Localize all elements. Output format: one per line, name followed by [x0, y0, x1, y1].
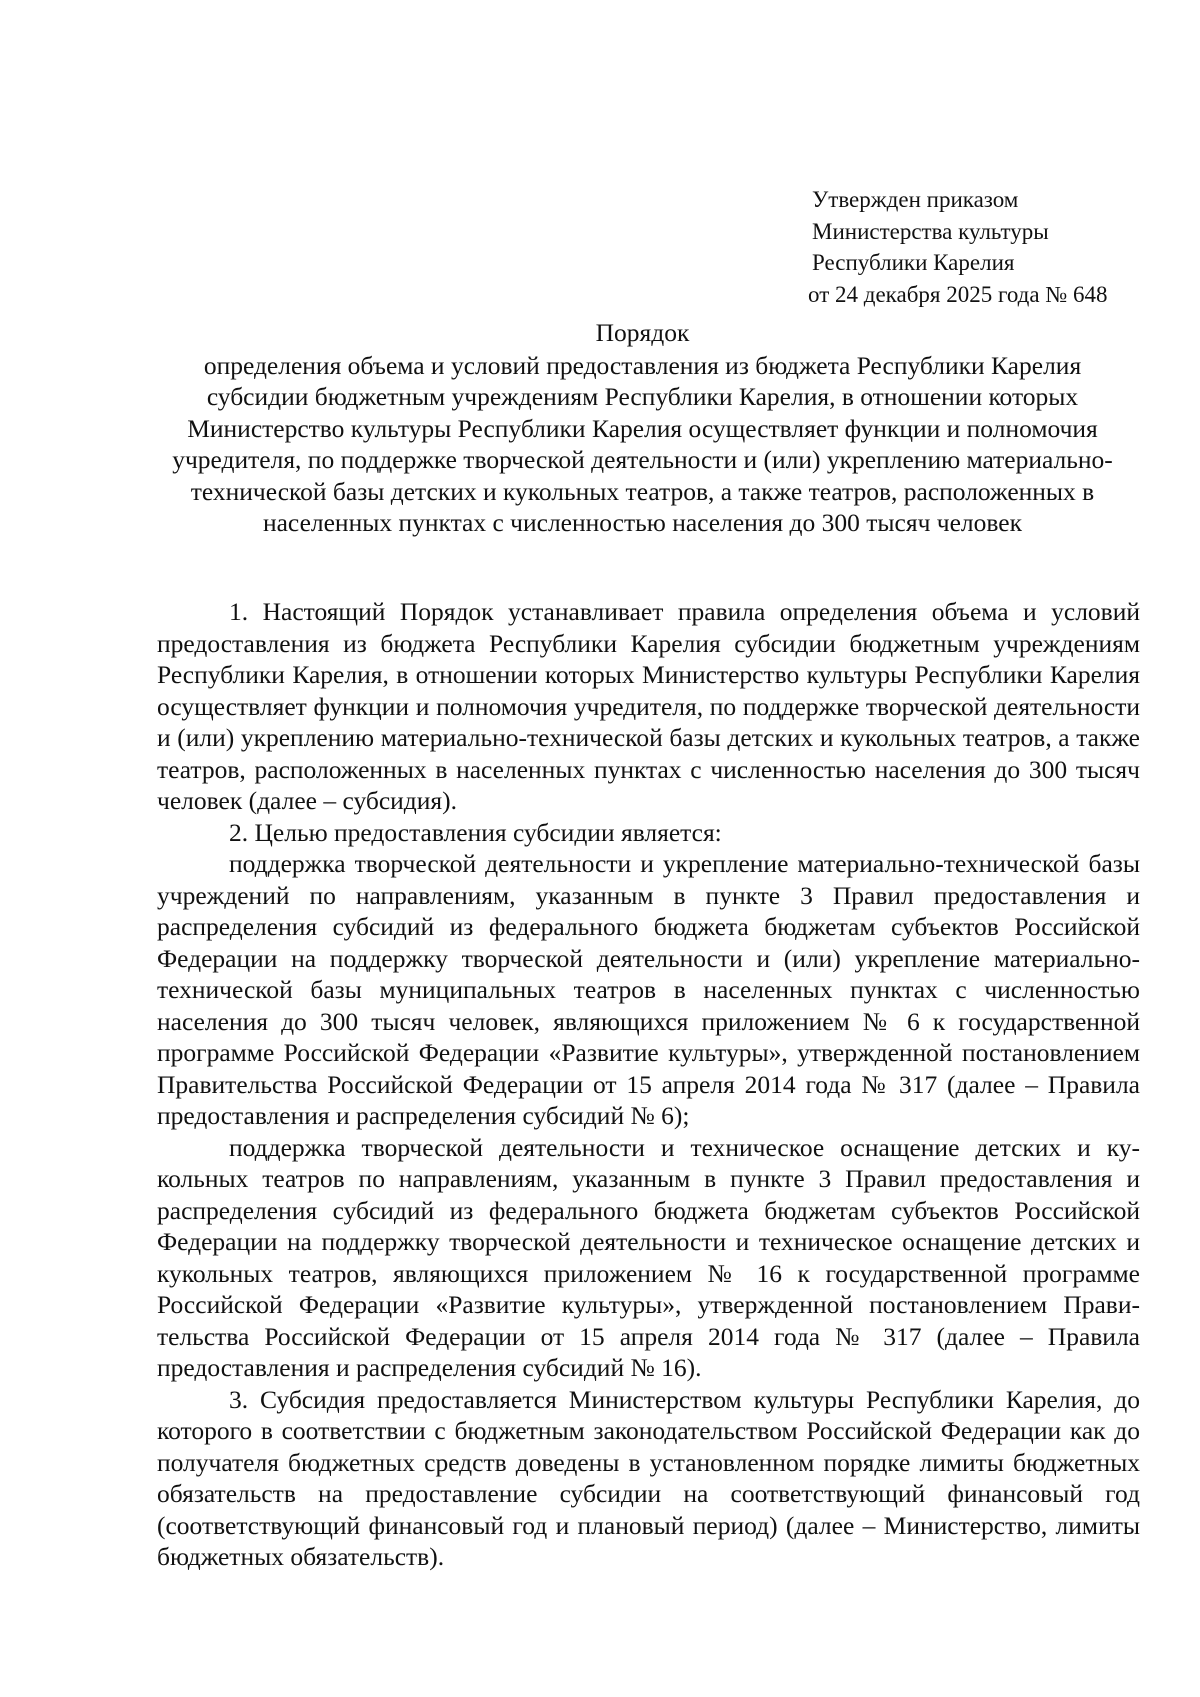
paragraph-3: поддержка творческой деятельности и укрепление материально-технической базы учреждений по направлениям, указанным в пункте 3 Правил предоставления и распределения субсидий из федерального бюджета бюджетам субъектов Российской Федерации на поддержку творческой деятельности и (или) укрепление материально-технической базы муниципальных театров в населенных пунктах с численностью населения до 300 тысяч человек, являющихся приложением № 6 к государственной программе Российской Федерации «Развитие культуры», утвержденной постановлением Правительства Российской Федерации от 15 апреля 2014 года № 317 (далее – Правила предоставления и распределения субсидий № 6); — [157, 849, 1140, 1130]
approval-stamp — [808, 184, 1172, 310]
document-body — [157, 596, 1140, 1573]
approval-line-1: Утвержден приказом — [812, 187, 1019, 212]
paragraph-4: поддержка творческой деятельности и техническое оснащение детских и кукольных театров по направлениям, указанным в пункте 3 Правил предоставления и распределения субсидий из федерального бюджета бюджетам субъектов Российской Федерации на поддержку творческой деятельности и техническое оснащение детских и кукольных театров, являющихся приложением № 16 к государственной программе Российской Федерации «Развитие культуры», утвержденной постановлением Правительства Российской Федерации от 15 апреля 2014 года № 317 (далее – Правила предоставления и распределения субсидий № 16). — [157, 1132, 1140, 1382]
approval-line-3: Республики Карелия — [812, 250, 1015, 275]
paragraph-1: 1. Настоящий Порядок устанавливает правила определения объема и условий предоставления из бюджета Республики Карелия субсидии бюджетным учреждениям Республики Карелия, в отношении которых Министерство культуры Республики Карелия осуществляет функции и полномочия учредителя, по поддержке творческой деятельности и (или) укреплению материально-технической базы детских и кукольных театров, а также театров, расположенных в населенных пунктах с численностью населения до 300 тысяч человек (далее – субсидия). — [157, 597, 1140, 815]
document-title — [150, 317, 1135, 539]
title-subtitle: определения объема и условий предоставления из бюджета Республики Карелия субсидии бюджетным учреждениям Республики Карелия, в отношении которых Министерство культуры Республики Карелия осуществляет функции и полномочия учредителя, по поддержке творческой деятельности и (или) укреплению материально-технической базы детских и кукольных театров, а также театров, расположенных в населенных пунктах с численностью населения до 300 тысяч человек — [172, 350, 1113, 537]
paragraph-2: 2. Целью предоставления субсидии является: — [229, 817, 722, 847]
approval-line-2: Министерства культуры — [812, 218, 1049, 244]
paragraph-5: 3. Субсидия предоставляется Министерством культуры Республики Карелия, до которого в соответствии с бюджетным законодательством Российской Федерации как до получателя бюджетных средств доведены в установленном порядке лимиты бюджетных обязательств на предоставление субсидии на соответствующий финансовый год (соответствующий финансовый год и плановый период) (далее – Министерство, лимиты бюджетных обязательств). — [157, 1384, 1140, 1571]
approval-line-4: от 24 декабря 2025 года № 648 — [808, 281, 1108, 307]
title-heading: Порядок — [595, 318, 690, 347]
